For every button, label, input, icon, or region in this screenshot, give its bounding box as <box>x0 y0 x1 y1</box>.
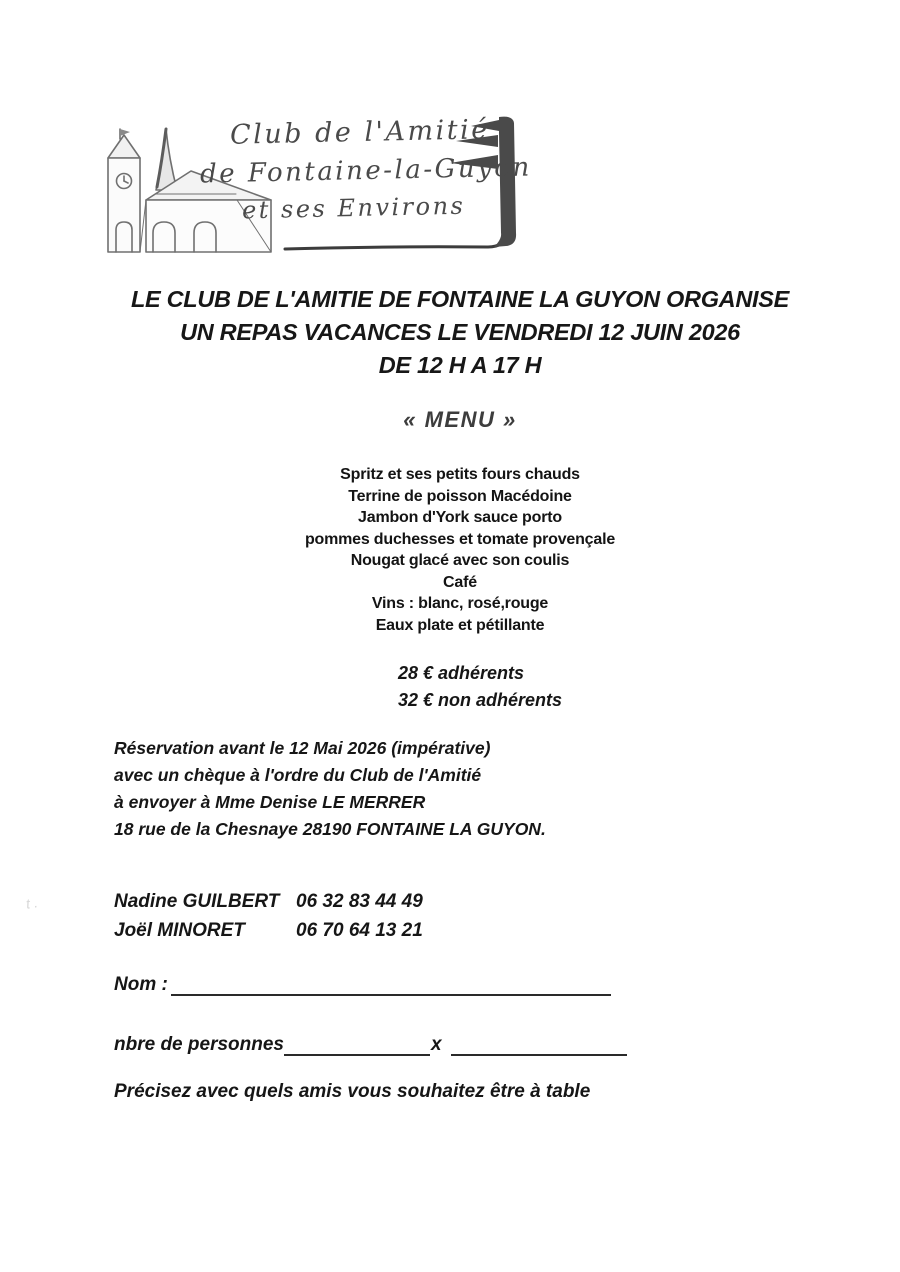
contact-row <box>114 888 423 917</box>
reservation-recipient: à envoyer à Mme Denise LE MERRER <box>114 792 426 812</box>
pricing <box>398 660 562 714</box>
event-title <box>20 283 900 382</box>
menu-item: Spritz et ses petits fours chauds <box>340 466 580 483</box>
scan-artifact-mark: t . <box>24 894 39 912</box>
contact-list <box>114 888 423 945</box>
contact-phone: 06 70 64 13 21 <box>296 919 423 941</box>
contact-name: Nadine GUILBERT <box>114 891 280 912</box>
event-title-line1: LE CLUB DE L'AMITIE DE FONTAINE LA GUYON ORGANISE <box>130 286 790 312</box>
price-non-member: 32 € non adhérents <box>398 690 563 710</box>
menu-item: Terrine de poisson Macédoine <box>348 487 572 505</box>
reservation-instructions <box>114 735 546 843</box>
contact-name: Joël MINORET <box>114 919 245 941</box>
people-count-label: nbre de personnes <box>114 1034 284 1055</box>
table-preference-note: Précisez avec quels amis vous souhaitez être à table <box>114 1081 591 1102</box>
people-count-row <box>114 1031 627 1056</box>
people-count-fill-line <box>284 1031 430 1056</box>
menu-item: Café <box>443 573 477 591</box>
reservation-deadline: Réservation avant le 12 Mai 2026 (impérative) <box>114 738 491 758</box>
menu-header: « MENU » <box>403 407 517 432</box>
menu-item: Nougat glacé avec son coulis <box>350 552 570 569</box>
amount-fill-line <box>451 1031 627 1056</box>
reservation-cheque: avec un chèque à l'ordre du Club de l'Amitié <box>114 765 482 785</box>
logo-text-line3: et ses Environs <box>241 191 466 225</box>
menu-item: Jambon d'York sauce porto <box>358 509 562 526</box>
menu-item: Eaux plate et pétillante <box>375 616 545 634</box>
reservation-address: 18 rue de la Chesnaye 28190 FONTAINE LA GUYON. <box>114 819 546 839</box>
logo-text-line1: Club de l'Amitié <box>229 114 490 151</box>
contact-phone: 06 32 83 44 49 <box>296 891 423 912</box>
club-logo <box>90 105 530 255</box>
price-member: 28 € adhérents <box>398 663 525 683</box>
event-title-line3: DE 12 H A 17 H <box>378 352 542 378</box>
name-field-row <box>114 971 611 996</box>
multiply-label: x <box>431 1034 442 1055</box>
contact-row <box>114 917 423 946</box>
event-title-line2: UN REPAS VACANCES LE VENDREDI 12 JUIN 2026 <box>180 319 740 345</box>
name-fill-line <box>171 971 611 996</box>
name-label: Nom : <box>114 974 168 995</box>
menu-list <box>20 464 900 636</box>
menu-item: Vins : blanc, rosé,rouge <box>371 595 549 612</box>
logo-text-line2: de Fontaine-la-Guyon <box>199 152 532 190</box>
menu-item: pommes duchesses et tomate provençale <box>304 530 616 548</box>
